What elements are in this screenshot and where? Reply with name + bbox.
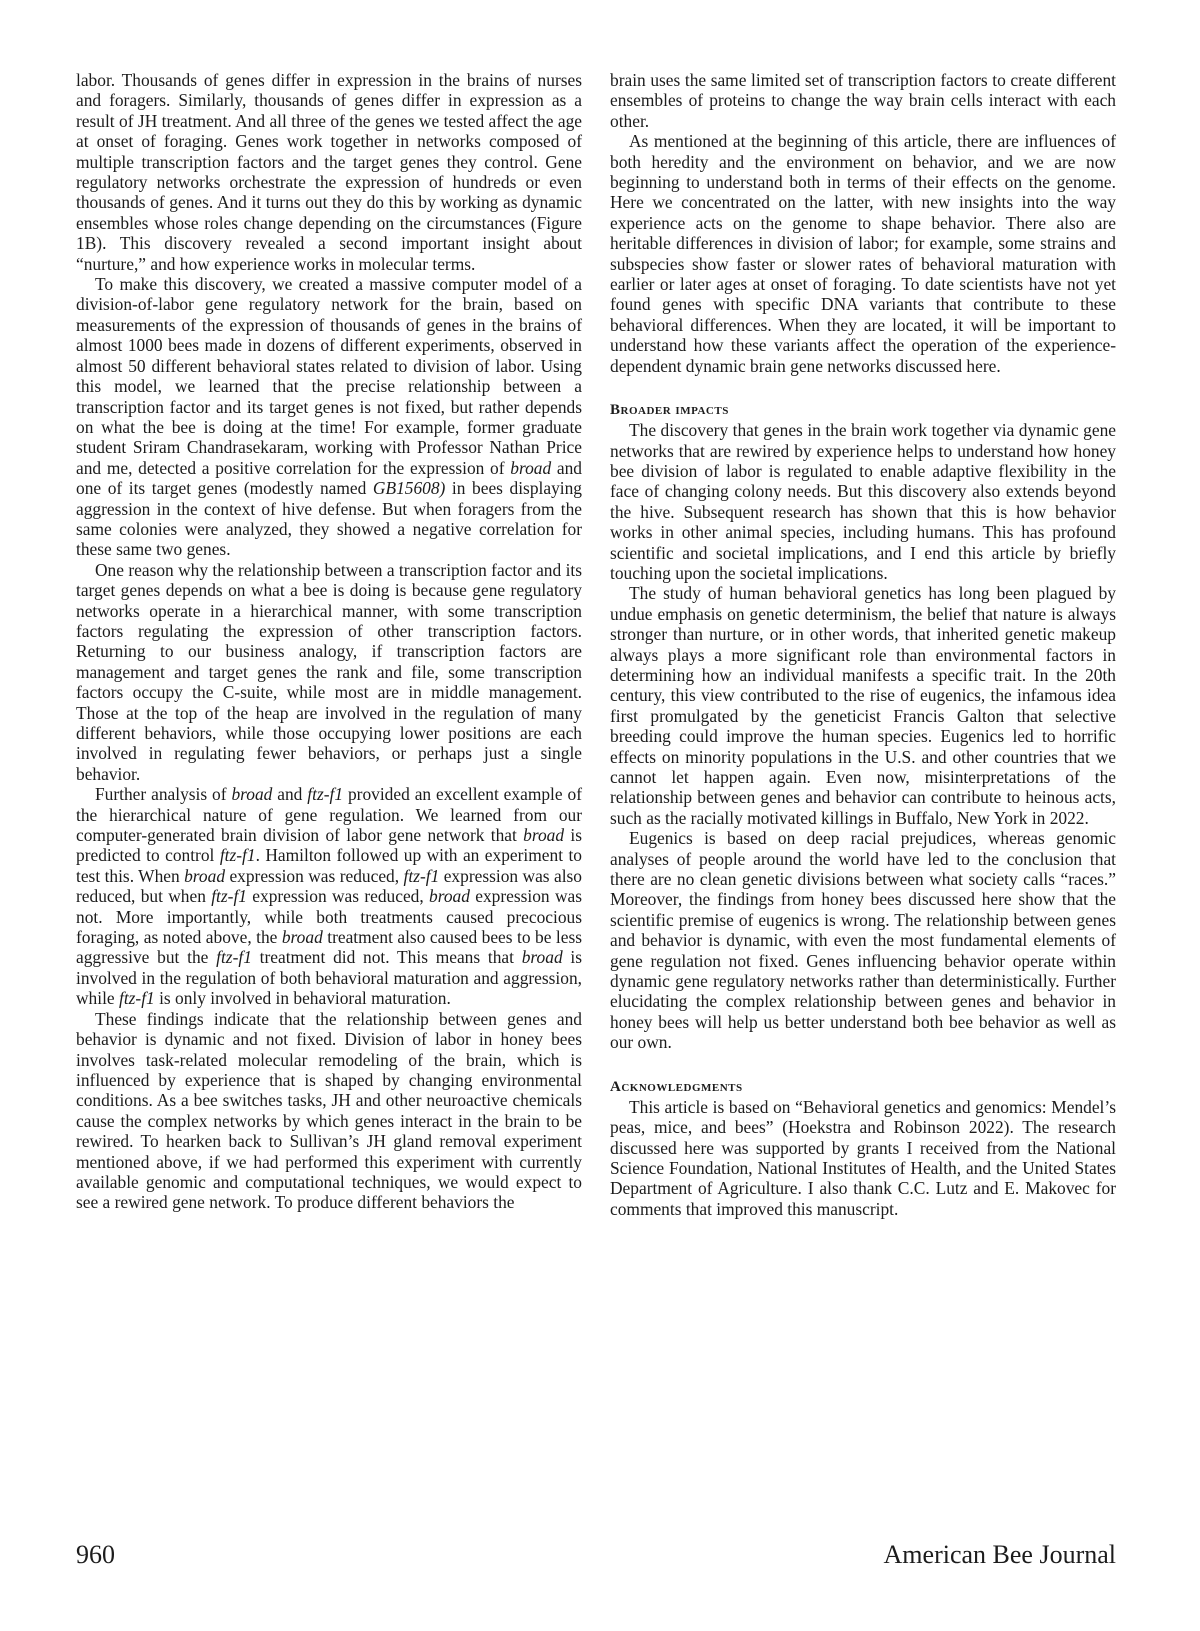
text-run: Further analysis of xyxy=(95,784,232,805)
gene-name-gb15608: GB15608) xyxy=(372,478,446,499)
paragraph-computer-model xyxy=(76,274,582,560)
paragraph-hierarchy: One reason why the relationship between a transcription factor and its target genes depends on what a bee is doing is because gene regulatory networks operate in a hierarchical manner, with some transcription factors regulating the expression of other transcription factors. Returning to our business analogy, if transcription factors are management and target genes the rank and file, some transcription factors occupy the C-suite, while most are in middle management. Those at the top of the heap are involved in the regulation of many different behaviors, while those occupying lower positions are each involved in regulating fewer behaviors, or perhaps just a single behavior. xyxy=(76,559,582,784)
section-heading-acknowledgments: Acknowledgments xyxy=(610,1078,743,1095)
journal-name: American Bee Journal xyxy=(883,1540,1116,1569)
text-run: and one of its target genes (modestly named xyxy=(76,457,582,499)
page-number: 960 xyxy=(76,1540,115,1569)
paragraph-continuation: labor. Thousands of genes differ in expression in the brains of nurses and foragers. Similarly, thousands of genes differ in expression as a result of JH treatment. And all three of the genes we tested affect the age at onset of foraging. Genes work together in networks composed of multiple transcription factors and the target genes they control. Gene regulatory networks orchestrate the expression of hundreds or even thousands of genes. And it turns out they do this by working as dynamic ensembles whose roles change depending on the circumstances (Figure 1B). This discovery revealed a second important insight about “nurture,” and how experience works in molecular terms. xyxy=(76,70,582,274)
gene-name-broad: broad xyxy=(281,927,323,948)
gene-name-broad: broad xyxy=(184,865,226,886)
gene-name-ftz-f1: ftz-f1 xyxy=(216,947,252,968)
text-run: . Hamilton followed up with an experiment to test this. When xyxy=(76,845,582,886)
paragraph-behavioral-genetics: The study of human behavioral genetics has long been plagued by undue emphasis on genetic determinism, the belief that nature is always stronger than nurture, or in other words, that inherited genetic makeup always plays a more significant role than environmental factors in determining how an individual manifests a specific trait. In the 20th century, this view contributed to the rise of eugenics, the infamous idea first promulgated by the geneticist Francis Galton that selective breeding could improve the human species. Eugenics led to horrific effects on minority populations in the U.S. and other countries that we cannot let happen again. Even now, misinterpretations of the relationship between genes and behavior can contribute to heinous acts, such as the racially motivated killings in Buffalo, New York in 2022. xyxy=(610,583,1116,828)
gene-name-ftz-f1: ftz-f1 xyxy=(219,845,256,866)
text-run: and xyxy=(272,784,308,805)
paragraph-heredity: As mentioned at the beginning of this article, there are influences of both heredity and the environment on behavior, and we are now beginning to understand both in terms of their effects on the genome. Here we concentrated on the latter, with new insights into the way experience acts on the genome to shape behavior. There also are heritable differences in division of labor; for example, some strains and subspecies show faster or slower rates of behavioral maturation with earlier or later ages at onset of foraging. To date scientists have not yet found genes with specific DNA variants that contribute to these behavioral differences. When they are located, it will be important to understand how these variants affect the operation of the experience-dependent dynamic brain gene networks discussed here. xyxy=(610,131,1116,376)
text-run: To make this discovery, we created a massive computer model of a division-of-labor gene regulatory network for the brain, based on measurements of the expression of thousands of genes in the brains of almost 1000 bees made in dozens of different experiments, observed in almost 50 different behavioral states related to division of labor. Using this model, we learned that the precise relationship between a transcription factor and its target genes is not fixed, but rather depends on what the bee is doing at the time! For example, former graduate student Sriram Chandrasekaram, working with Professor Nathan Price and me, detected a positive correlation for the expression of xyxy=(76,274,582,478)
text-run: expression was not. More importantly, while both treatments caused precocious foraging, as noted above, the xyxy=(76,886,582,948)
gene-name-broad: broad xyxy=(510,457,552,478)
left-column xyxy=(76,70,582,1213)
paragraph-broader-impacts: The discovery that genes in the brain work together via dynamic gene networks that are rewired by experience helps to understand how honey bee division of labor is regulated to enable adaptive flexibility in the face of changing colony needs. But this discovery also extends beyond the hive. Subsequent research has shown that this is how behavior works in other animal species, including humans. This has profound scientific and societal implications, and I end this article by briefly touching upon the societal implications. xyxy=(610,420,1116,583)
paragraph-broad-ftz xyxy=(76,784,582,1008)
section-heading-broader-impacts: Broader impacts xyxy=(610,402,729,419)
gene-name-broad: broad xyxy=(231,784,273,805)
right-column xyxy=(610,70,1116,1219)
paragraph-findings: These findings indicate that the relationship between genes and behavior is dynamic and not fixed. Division of labor in honey bees involves task-related molecular remodeling of the brain, which is influenced by experience that is shaped by changing environmental conditions. As a bee switches tasks, JH and other neuroactive chemicals cause the complex networks by which genes interact in the brain to be rewired. To hearken back to Sullivan’s JH gland removal experiment mentioned above, if we had performed this experiment with currently available genomic and computational techniques, we would expect to see a rewired gene network. To produce different behaviors the xyxy=(76,1008,582,1213)
text-run: is predicted to control xyxy=(76,825,582,866)
gene-name-ftz-f1: ftz-f1 xyxy=(211,886,247,907)
gene-name-ftz-f1: ftz-f1 xyxy=(403,865,440,886)
text-run: is involved in the regulation of both behavioral maturation and aggression, while xyxy=(76,947,582,1009)
gene-name-broad: broad xyxy=(523,825,565,846)
text-run: provided an excellent example of the hierarchical nature of gene regulation. We learned from our computer-generated brain division of labor gene network that xyxy=(76,784,582,846)
paragraph-acknowledgments: This article is based on “Behavioral genetics and genomics: Mendel’s peas, mice, and bees” (Hoekstra and Robinson 2022). The research discussed here was supported by grants I received from the National Science Foundation, National Institutes of Health, and the United States Department of Agriculture. I also thank C.C. Lutz and E. Makovec for comments that improved this manuscript. xyxy=(610,1096,1116,1219)
text-run: expression was reduced, xyxy=(246,886,430,907)
gene-name-ftz-f1: ftz-f1 xyxy=(118,988,155,1009)
text-run: treatment also caused bees to be less aggressive but the xyxy=(76,927,582,968)
gene-name-broad: broad xyxy=(521,947,563,968)
text-run: expression was also reduced, but when xyxy=(76,865,582,907)
paragraph-continuation: brain uses the same limited set of transcription factors to create different ensembles of proteins to change the way brain cells interact with each other. xyxy=(610,70,1116,131)
text-run: treatment did not. This means that xyxy=(251,947,522,968)
gene-name-ftz-f1: ftz-f1 xyxy=(307,784,344,805)
gene-name-broad: broad xyxy=(429,886,470,907)
text-run: is only involved in behavioral maturation. xyxy=(154,988,451,1009)
paragraph-eugenics: Eugenics is based on deep racial prejudices, whereas genomic analyses of people around the world have led to the conclusion that there are no clean genetic divisions between what society calls “races.” Moreover, the findings from honey bees discussed here show that the scientific premise of eugenics is wrong. The relationship between genes and behavior is dynamic, with even the most fundamental elements of gene regulation not fixed. Genes influencing behavior operate within dynamic gene regulatory networks rather than deterministically. Further elucidating the complex relationship between genes and behavior in honey bees will help us better understand both bee behavior as well as our own. xyxy=(610,828,1116,1053)
text-run: expression was reduced, xyxy=(225,865,404,886)
text-run: in bees displaying aggression in the context of hive defense. But when foragers from the same colonies were analyzed, they showed a negative correlation for these same two genes. xyxy=(76,478,582,560)
